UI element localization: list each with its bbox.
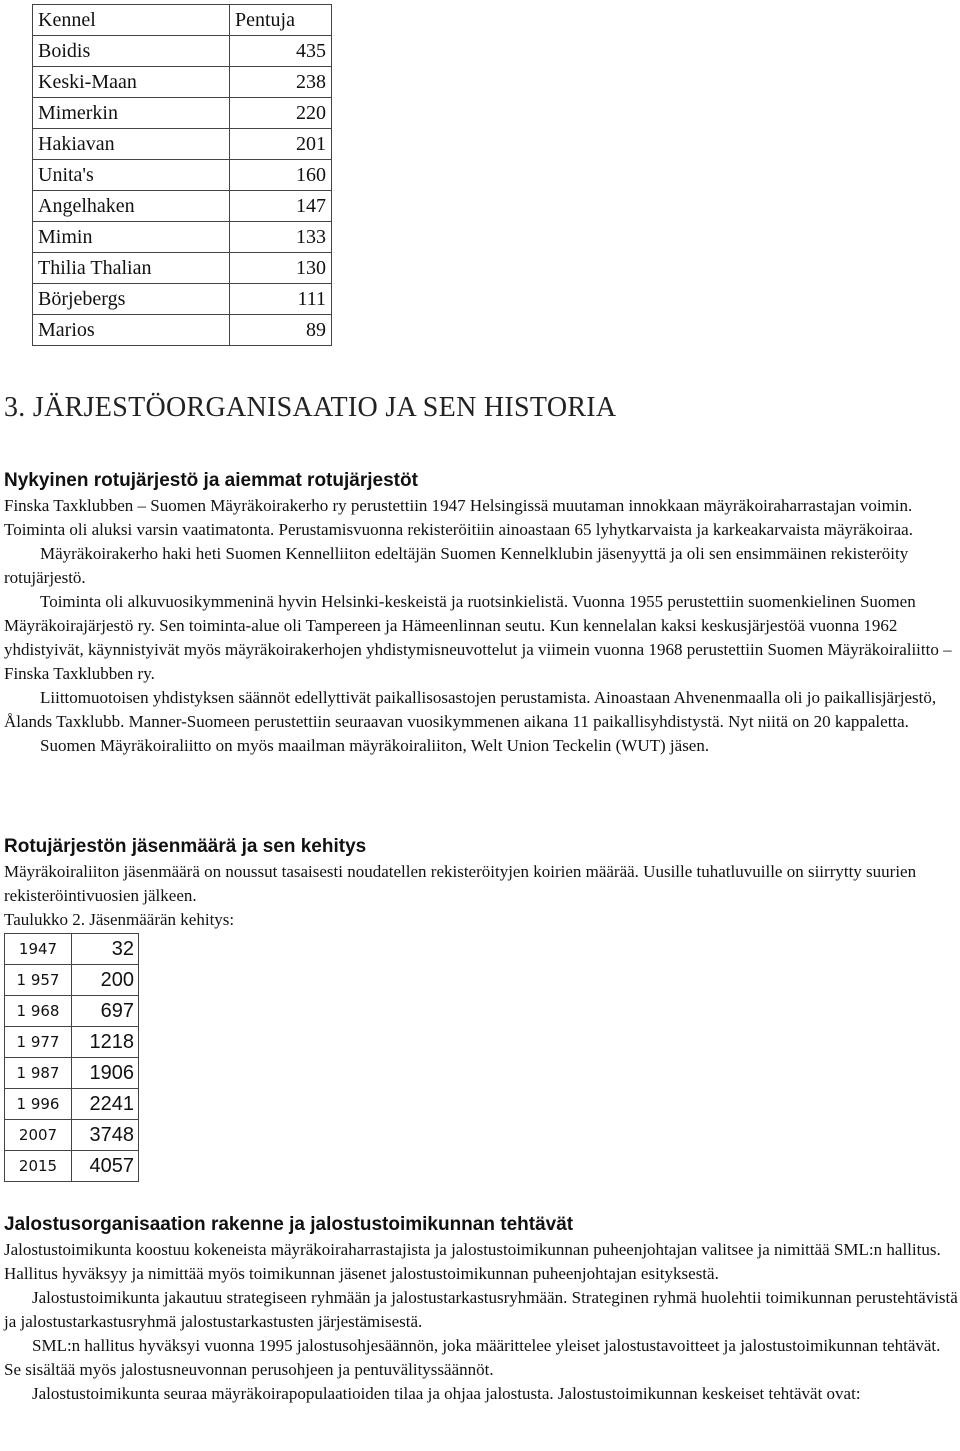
table-row [5,965,139,996]
kennel-name: Hakiavan [33,129,230,160]
section-breeding-organisation [4,1212,958,1406]
section-heading: Rotujärjestön jäsenmäärä ja sen kehitys [4,836,367,857]
table-row [5,1089,139,1120]
kennel-count: 147 [230,191,332,222]
paragraph: Jalostustoimikunta seuraa mäyräkoirapopulaatioiden tilaa ja ohjaa jalostusta. Jalostustoimikunnan keskeiset tehtävät ovat: [32,1384,861,1403]
kennel-count: 160 [230,160,332,191]
table-row [33,191,332,222]
year-cell: 1 996 [5,1089,72,1120]
table-row [5,996,139,1027]
kennel-name: Unita's [33,160,230,191]
section-membership [4,834,958,932]
year-cell: 1 957 [5,965,72,996]
kennel-name: Angelhaken [33,191,230,222]
kennel-name: Börjebergs [33,284,230,315]
table-row [5,1027,139,1058]
paragraph: Jalostustoimikunta koostuu kokeneista mäyräkoiraharrastajista ja jalostustoimikunnan puheenjohtajan valitsee ja nimittää SML:n hallitus. Hallitus hyväksyy ja nimittää myös toimikunnan jäsenet jalostustoimikunnan puheenjohtajan esityksestä. [4,1240,941,1283]
kennel-count: 133 [230,222,332,253]
table-row [5,1151,139,1182]
members-cell: 1906 [72,1058,139,1089]
year-cell: 1947 [5,934,72,965]
kennel-count: 201 [230,129,332,160]
table-row [33,315,332,346]
table-row [5,1058,139,1089]
members-cell: 2241 [72,1089,139,1120]
page-title: 3. JÄRJESTÖORGANISAATIO JA SEN HISTORIA [4,392,617,423]
kennel-name: Thilia Thalian [33,253,230,284]
table-row [33,253,332,284]
paragraph: Mäyräkoiraliiton jäsenmäärä on noussut tasaisesti noudatellen rekisteröityjen koirien määrää. Uusille tuhatluvuille on siirrytty suurien rekisteröintivuosien jälkeen. [4,862,917,905]
year-cell: 1 977 [5,1027,72,1058]
year-cell: 1 987 [5,1058,72,1089]
section-current-breed-club [4,468,958,758]
paragraph: SML:n hallitus hyväksyi vuonna 1995 jalostusohjesäännön, joka määrittelee yleiset jalostustavoitteet ja jalostustoimikunnan tehtävät. Se sisältää myös jalostusneuvonnan perusohjeen ja pentuvälityssäännöt. [4,1336,941,1379]
table-row [33,222,332,253]
table-row [33,67,332,98]
members-cell: 200 [72,965,139,996]
header-pentuja: Pentuja [230,5,332,36]
table-row [33,36,332,67]
year-cell: 2007 [5,1120,72,1151]
paragraph: Finska Taxklubben – Suomen Mäyräkoirakerho ry perustettiin 1947 Helsingissä muutaman innokkaan mäyräkoiraharrastajan voimin. Toiminta oli aluksi varsin vaatimatonta. Perustamisvuonna rekisteröitiin ainoastaan 65 lyhytkarvaista ja karkeakarvaista mäyräkoiraa. [4,496,913,539]
table-row [5,934,139,965]
members-cell: 32 [72,934,139,965]
paragraph: Suomen Mäyräkoiraliitto on myös maailman mäyräkoiraliiton, Welt Union Teckelin (WUT) jäsen. [40,736,710,755]
paragraph: Jalostustoimikunta jakautuu strategiseen ryhmään ja jalostustarkastusryhmään. Strateginen ryhmä huolehtii toimikunnan perustehtävistä ja jalostustarkastusryhmä jalostustarkastusten järjestämisestä. [4,1288,958,1331]
table-caption: Taulukko 2. Jäsenmäärän kehitys: [4,910,235,929]
table-row [33,129,332,160]
members-cell: 1218 [72,1027,139,1058]
year-cell: 2015 [5,1151,72,1182]
kennel-count: 111 [230,284,332,315]
paragraph: Toiminta oli alkuvuosikymmeninä hyvin Helsinki-keskeistä ja ruotsinkielistä. Vuonna 1955 perustettiin suomenkielinen Suomen Mäyräkoirajärjestö ry. Sen toiminta-alue oli Tampereen ja Hämeenlinnan seutu. Kun kennelalan kaksi keskusjärjestöä vuonna 1962 yhdistyivät, käynnistyivät myös mäyräkoirakerhojen yhdistymisneuvottelut ja viimein vuonna 1968 perustettiin Suomen Mäyräkoiraliitto – Finska Taxklubben ry. [4,592,952,683]
kennel-count: 238 [230,67,332,98]
kennel-count: 435 [230,36,332,67]
kennel-table-header [33,5,332,36]
table-row [33,98,332,129]
members-cell: 4057 [72,1151,139,1182]
kennel-name: Mimerkin [33,98,230,129]
kennel-name: Mimin [33,222,230,253]
kennel-name: Marios [33,315,230,346]
table-row [33,160,332,191]
members-cell: 3748 [72,1120,139,1151]
paragraph: Liittomuotoisen yhdistyksen säännöt edellyttivät paikallisosastojen perustamista. Ainoastaan Ahvenenmaalla oli jo paikallisjärjestö, Ålands Taxklubb. Manner-Suomeen perustettiin seuraavan vuosikymmenen aikana 11 paikallisyhdistystä. Nyt niitä on 20 kappaletta. [4,688,937,731]
section-heading: Nykyinen rotujärjestö ja aiemmat rotujärjestöt [4,470,418,491]
kennel-name: Keski-Maan [33,67,230,98]
kennel-count: 89 [230,315,332,346]
kennel-count: 220 [230,98,332,129]
table-row [33,284,332,315]
membership-table [4,933,139,1182]
section-heading: Jalostusorganisaation rakenne ja jalostustoimikunnan tehtävät [4,1214,574,1235]
kennel-table [32,4,332,346]
paragraph: Mäyräkoirakerho haki heti Suomen Kennelliiton edeltäjän Suomen Kennelklubin jäsenyyttä ja oli sen ensimmäinen rekisteröity rotujärjestö. [4,544,909,587]
year-cell: 1 968 [5,996,72,1027]
kennel-name: Boidis [33,36,230,67]
table-row [5,1120,139,1151]
members-cell: 697 [72,996,139,1027]
header-kennel: Kennel [33,5,230,36]
kennel-count: 130 [230,253,332,284]
